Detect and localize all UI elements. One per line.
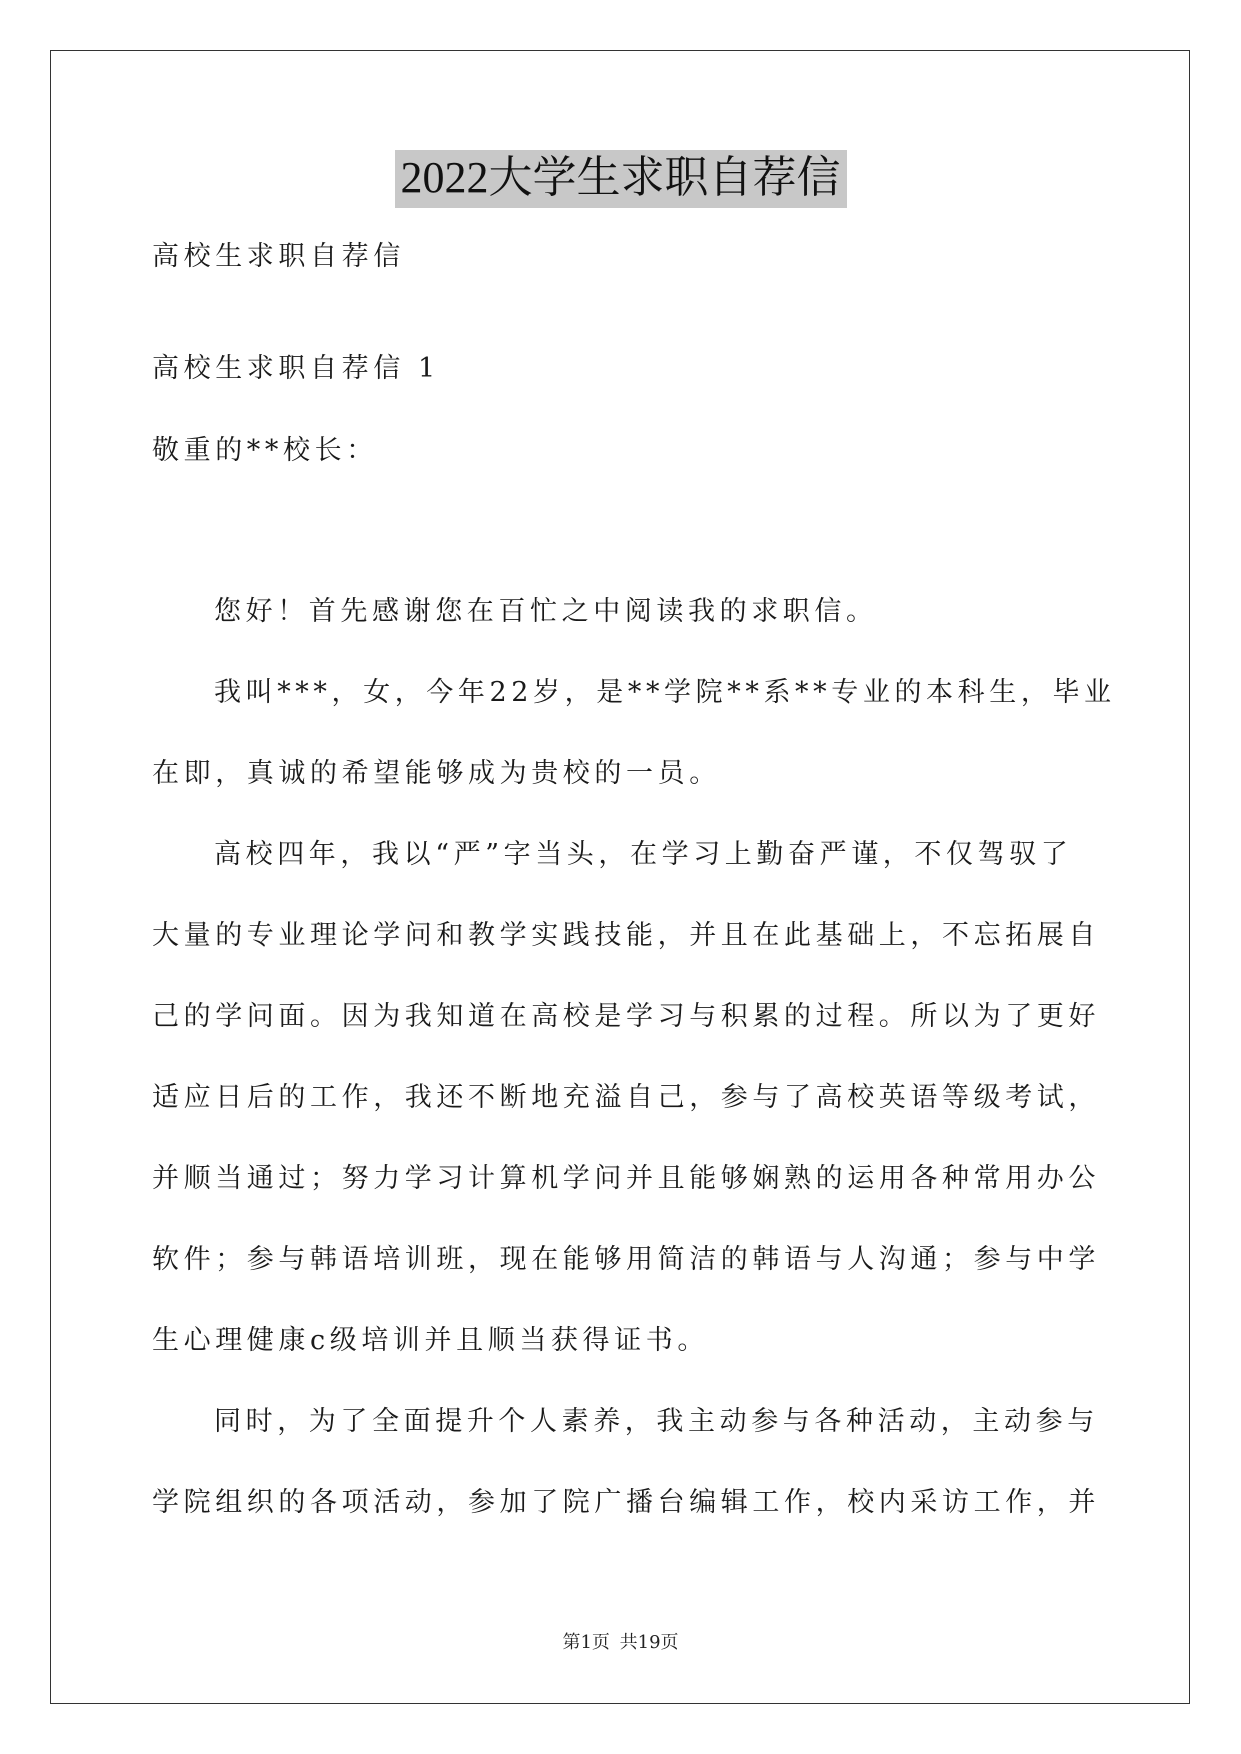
body-line-4: 高校四年，我以“严”字当头，在学习上勤奋严谨，不仅驾驭了 [214,839,1073,870]
body-line-12: 学院组织的各项活动，参加了院广播台编辑工作，校内采访工作，并 [152,1487,1100,1518]
page-number-footer: 第1页 共19页 [562,1632,679,1653]
page-border [50,50,1190,1704]
salutation: 敬重的**校长： [152,435,378,466]
document-title-container [0,150,1241,208]
body-line-8: 并顺当通过；努力学习计算机学问并且能够娴熟的运用各种常用办公 [152,1163,1100,1194]
body-line-6: 己的学问面。因为我知道在高校是学习与积累的过程。所以为了更好 [152,1001,1100,1032]
body-line-7: 适应日后的工作，我还不断地充溢自己，参与了高校英语等级考试， [152,1082,1100,1113]
body-line-2: 我叫***，女，今年22岁，是**学院**系**专业的本科生，毕业 [214,677,1116,708]
body-line-3: 在即，真诚的希望能够成为贵校的一员。 [152,758,721,789]
document-title: 2022大学生求职自荐信 [395,150,847,208]
subtitle-line: 高校生求职自荐信 [152,241,405,272]
body-line-1: 您好！首先感谢您在百忙之中阅读我的求职信。 [214,596,878,627]
section-heading: 高校生求职自荐信 1 [152,353,440,384]
body-line-9: 软件；参与韩语培训班，现在能够用简洁的韩语与人沟通；参与中学 [152,1244,1100,1275]
body-line-10: 生心理健康c级培训并且顺当获得证书。 [152,1325,709,1356]
body-line-11: 同时，为了全面提升个人素养，我主动参与各种活动，主动参与 [214,1406,1099,1437]
body-line-5: 大量的专业理论学问和教学实践技能，并且在此基础上，不忘拓展自 [152,920,1100,951]
